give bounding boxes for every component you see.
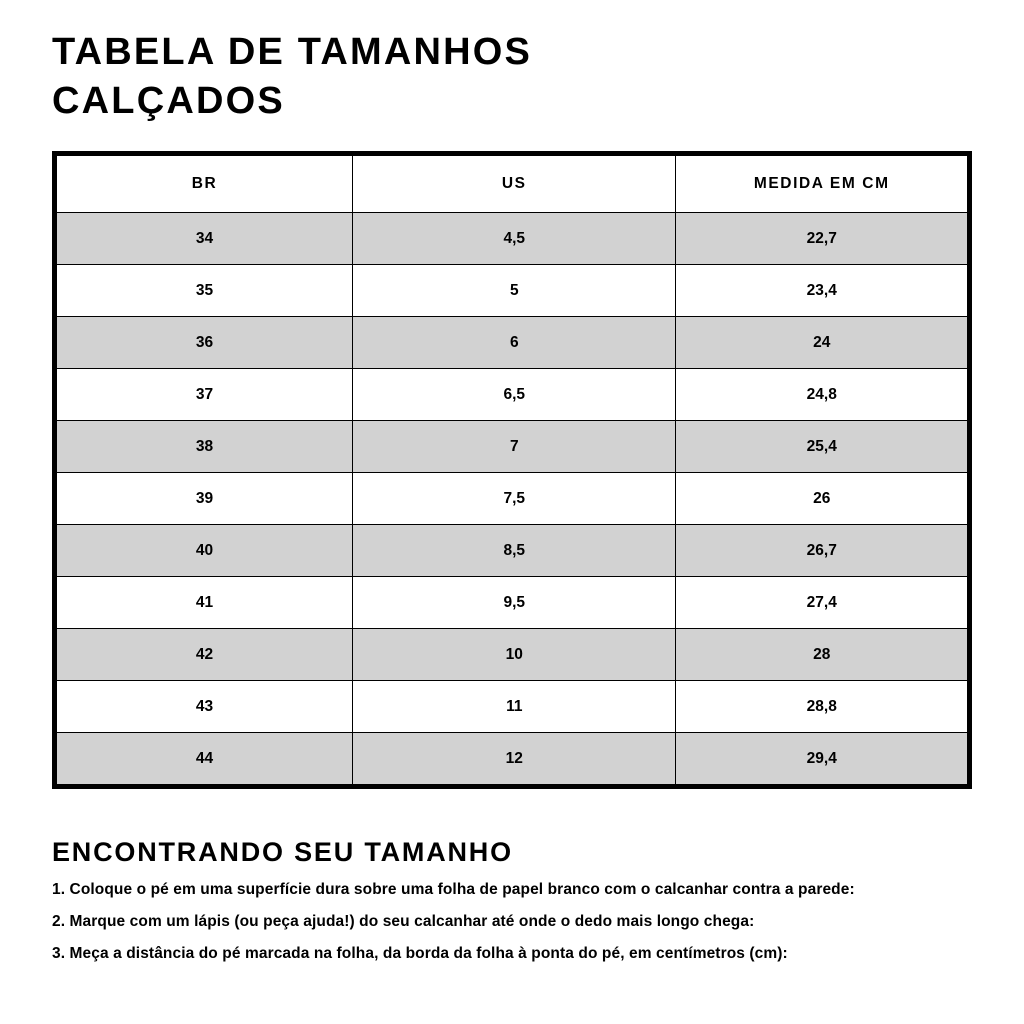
- page-title-line-2: CALÇADOS: [52, 79, 285, 122]
- cell-us: 6,5: [353, 369, 676, 421]
- table-row: [57, 213, 968, 265]
- instruction-step-2: 2. Marque com um lápis (ou peça ajuda!) do seu calcanhar até onde o dedo mais longo chega:: [52, 913, 755, 931]
- cell-us: 9,5: [353, 577, 676, 629]
- table-row: [57, 265, 968, 317]
- cell-br: 39: [57, 473, 353, 525]
- size-table-container: [52, 151, 972, 789]
- table-row: [57, 369, 968, 421]
- cell-br: 37: [57, 369, 353, 421]
- cell-br: 41: [57, 577, 353, 629]
- cell-br: 35: [57, 265, 353, 317]
- cell-br: 44: [57, 733, 353, 785]
- cell-us: 8,5: [353, 525, 676, 577]
- cell-us: 7: [353, 421, 676, 473]
- cell-cm: 28: [676, 629, 968, 681]
- size-table-head: [57, 156, 968, 213]
- cell-cm: 22,7: [676, 213, 968, 265]
- table-row: [57, 681, 968, 733]
- size-table: [56, 155, 968, 785]
- cell-cm: 25,4: [676, 421, 968, 473]
- cell-cm: 27,4: [676, 577, 968, 629]
- cell-us: 5: [353, 265, 676, 317]
- cell-cm: 23,4: [676, 265, 968, 317]
- instruction-step-3: 3. Meça a distância do pé marcada na folha, da borda da folha à ponta do pé, em centímetros (cm):: [52, 945, 788, 963]
- cell-br: 40: [57, 525, 353, 577]
- table-row: [57, 421, 968, 473]
- instructions-section: [52, 837, 1002, 965]
- cell-br: 43: [57, 681, 353, 733]
- cell-cm: 29,4: [676, 733, 968, 785]
- table-header-row: [57, 156, 968, 213]
- table-row: [57, 733, 968, 785]
- cell-cm: 26,7: [676, 525, 968, 577]
- cell-us: 4,5: [353, 213, 676, 265]
- column-header-cm: MEDIDA EM CM: [676, 156, 968, 213]
- column-header-us: US: [353, 156, 676, 213]
- size-table-body: [57, 213, 968, 785]
- table-row: [57, 629, 968, 681]
- cell-br: 36: [57, 317, 353, 369]
- cell-us: 11: [353, 681, 676, 733]
- cell-us: 12: [353, 733, 676, 785]
- cell-br: 38: [57, 421, 353, 473]
- cell-cm: 26: [676, 473, 968, 525]
- page-title: [52, 28, 972, 125]
- cell-cm: 28,8: [676, 681, 968, 733]
- cell-br: 34: [57, 213, 353, 265]
- table-row: [57, 577, 968, 629]
- instruction-step-1: 1. Coloque o pé em uma superfície dura sobre uma folha de papel branco com o calcanhar contra a parede:: [52, 881, 855, 899]
- table-row: [57, 317, 968, 369]
- cell-cm: 24,8: [676, 369, 968, 421]
- instructions-title: ENCONTRANDO SEU TAMANHO: [52, 837, 513, 868]
- table-row: [57, 525, 968, 577]
- cell-us: 10: [353, 629, 676, 681]
- column-header-br: BR: [57, 156, 353, 213]
- cell-us: 6: [353, 317, 676, 369]
- page-title-line-1: TABELA DE TAMANHOS: [52, 31, 533, 73]
- table-row: [57, 473, 968, 525]
- cell-us: 7,5: [353, 473, 676, 525]
- cell-br: 42: [57, 629, 353, 681]
- cell-cm: 24: [676, 317, 968, 369]
